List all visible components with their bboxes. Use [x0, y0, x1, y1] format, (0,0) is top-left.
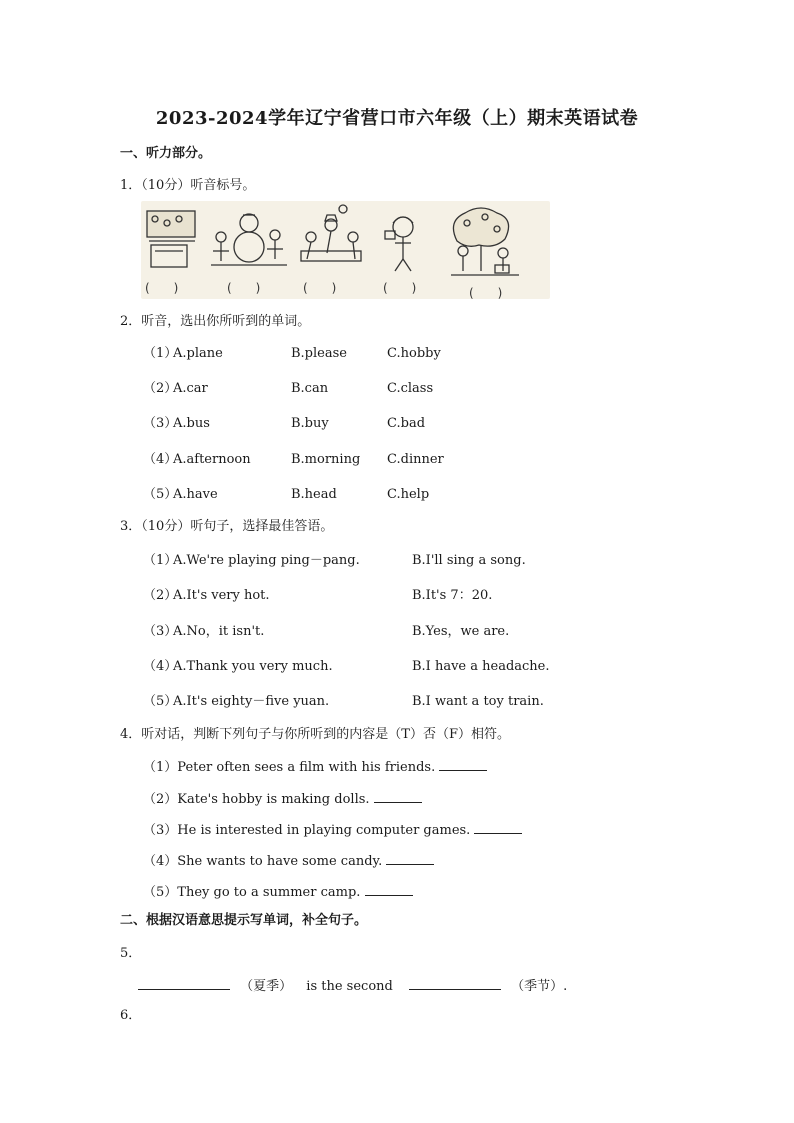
q2-option-b[interactable]: B.please	[291, 346, 347, 361]
q2-option-b[interactable]: B.head	[291, 487, 337, 502]
picture-classroom	[147, 211, 195, 267]
picture-2-answer-paren[interactable]: ( )	[227, 281, 261, 295]
q4-item-number: （4）	[143, 854, 178, 869]
picture-4-answer-paren[interactable]: ( )	[383, 281, 417, 295]
q2-option-c[interactable]: C.class	[387, 381, 434, 396]
q3-option-b[interactable]: B.I want a toy train.	[412, 694, 544, 709]
q1-label: 1．（10分）听音标号。	[120, 178, 256, 193]
q3-option-b[interactable]: B.It's 7：20.	[412, 588, 493, 603]
q2-option-a[interactable]: A.car	[173, 381, 208, 396]
listening-pictures	[141, 201, 550, 299]
q4-item	[143, 790, 422, 808]
picture-3-answer-paren[interactable]: ( )	[303, 281, 337, 295]
q2-option-b[interactable]: B.morning	[291, 452, 361, 467]
q3-item-number: （1）	[143, 553, 178, 568]
answer-blank[interactable]	[439, 758, 487, 771]
picture-reading	[385, 217, 413, 271]
q3-item-number: （3）	[143, 624, 178, 639]
q5-label: 5．	[120, 946, 142, 961]
answer-blank[interactable]	[409, 977, 501, 990]
answer-blank[interactable]	[386, 852, 434, 865]
q4-item-text: Peter often sees a film with his friends.	[177, 760, 436, 775]
q4-item-text: They go to a summer camp.	[177, 885, 361, 900]
picture-snowman	[211, 214, 287, 265]
q2-option-a[interactable]: A.plane	[173, 346, 223, 361]
q3-option-b[interactable]: B.I'll sing a song.	[412, 553, 526, 568]
q4-item	[143, 821, 522, 839]
q4-item-text: She wants to have some candy.	[177, 854, 383, 869]
q4-item	[143, 758, 487, 776]
page-title: 2023-2024学年辽宁省营口市六年级（上）期末英语试卷	[155, 108, 639, 129]
q3-option-a[interactable]: A.No，it isn't.	[173, 624, 265, 639]
q4-item-text: He is interested in playing computer games.	[177, 823, 471, 838]
answer-blank[interactable]	[365, 883, 413, 896]
q3-item-number: （5）	[143, 694, 178, 709]
q3-option-b[interactable]: B.Yes，we are.	[412, 624, 510, 639]
picture-apple-tree	[451, 208, 519, 275]
q2-option-c[interactable]: C.bad	[387, 416, 426, 431]
answer-blank[interactable]	[474, 821, 522, 834]
q3-item-number: （2）	[143, 588, 178, 603]
q3-option-a[interactable]: A.It's very hot.	[173, 588, 270, 603]
q2-item-number: （3）	[143, 416, 178, 431]
picture-1-answer-paren[interactable]: ( )	[145, 281, 179, 295]
q4-item-number: （1）	[143, 760, 178, 775]
q5-hint-season: （季节）	[511, 979, 564, 994]
q4-item-number: （2）	[143, 792, 178, 807]
q5-hint-summer: （夏季）	[240, 979, 293, 994]
q2-option-c[interactable]: C.hobby	[387, 346, 441, 361]
q2-option-c[interactable]: C.dinner	[387, 452, 444, 467]
q3-label: 3．（10分）听句子，选择最佳答语。	[120, 519, 334, 534]
picture-cooking	[301, 205, 361, 261]
picture-5-answer-paren[interactable]: ( )	[469, 286, 503, 300]
answer-blank[interactable]	[138, 977, 230, 990]
q2-item-number: （2）	[143, 381, 178, 396]
answer-blank[interactable]	[374, 790, 422, 803]
q3-option-a[interactable]: A.Thank you very much.	[173, 659, 333, 674]
q2-option-a[interactable]: A.afternoon	[173, 452, 251, 467]
q3-option-a[interactable]: A.We're playing ping－pang.	[173, 553, 360, 568]
q4-item	[143, 852, 434, 870]
q3-item-number: （4）	[143, 659, 178, 674]
q4-item-number: （5）	[143, 885, 178, 900]
q5-sentence-end: .	[563, 979, 568, 994]
q2-item-number: （4）	[143, 452, 178, 467]
q2-option-a[interactable]: A.bus	[173, 416, 210, 431]
q4-label: 4．听对话，判断下列句子与你所听到的内容是（T）否（F）相符。	[120, 727, 510, 742]
q5-sentence	[138, 977, 567, 995]
q2-option-a[interactable]: A.have	[173, 487, 218, 502]
q2-item-number: （1）	[143, 346, 178, 361]
q2-option-c[interactable]: C.help	[387, 487, 430, 502]
q3-option-b[interactable]: B.I have a headache.	[412, 659, 550, 674]
q6-label: 6．	[120, 1008, 142, 1023]
section1-heading: 一、听力部分。	[120, 146, 212, 161]
q4-item-number: （3）	[143, 823, 178, 838]
section2-heading: 二、根据汉语意思提示写单词，补全句子。	[120, 913, 368, 928]
q5-sentence-middle: is the second	[306, 979, 393, 994]
q4-item-text: Kate's hobby is making dolls.	[177, 792, 370, 807]
q2-item-number: （5）	[143, 487, 178, 502]
q2-option-b[interactable]: B.buy	[291, 416, 329, 431]
q4-item	[143, 883, 413, 901]
q2-label: 2．听音，选出你所听到的单词。	[120, 314, 311, 329]
q3-option-a[interactable]: A.It's eighty－five yuan.	[173, 694, 330, 709]
q2-option-b[interactable]: B.can	[291, 381, 329, 396]
